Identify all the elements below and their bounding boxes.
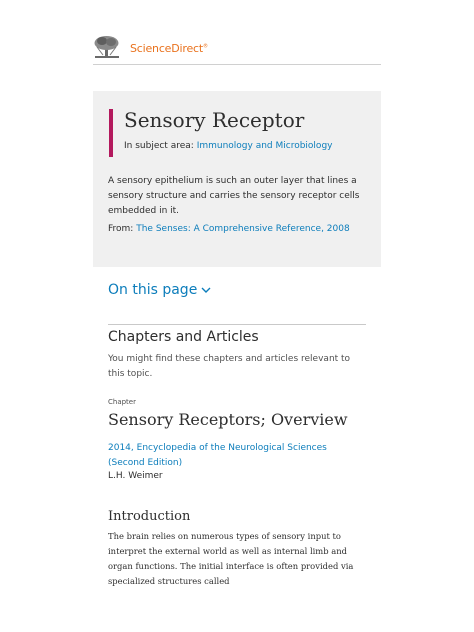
- subject-area-link[interactable]: Immunology and Microbiology: [196, 141, 333, 151]
- chapter-type-label: Chapter: [108, 398, 136, 406]
- site-header: [93, 34, 381, 65]
- topic-accent-bar: [109, 109, 113, 157]
- definition-source: [108, 224, 368, 234]
- chapters-heading: Chapters and Articles: [108, 329, 259, 345]
- brand-mark: ®: [202, 43, 208, 50]
- chapters-intro: You might find these chapters and articles relevant to this topic.: [108, 354, 351, 379]
- chapter-source-link[interactable]: 2014, Encyclopedia of the Neurological Sciences (Second Edition): [108, 443, 327, 468]
- subject-area-label: In subject area:: [124, 141, 194, 151]
- topic-definition: A sensory epithelium is such an outer layer that lines a sensory structure and carries the sensory receptor cells embedded in it.: [108, 176, 360, 216]
- definition-source-label: From:: [108, 224, 134, 234]
- brand-name: ScienceDirect: [130, 42, 203, 55]
- on-this-page-label: On this page: [108, 282, 198, 298]
- chapter-author: L.H. Weimer: [108, 471, 163, 481]
- topic-card: [93, 91, 381, 267]
- subject-area: [124, 141, 332, 151]
- sciencedirect-logo[interactable]: [130, 42, 208, 55]
- page-title: Sensory Receptor: [124, 108, 305, 132]
- elsevier-tree-icon[interactable]: [93, 35, 121, 59]
- chapter-title[interactable]: Sensory Receptors; Overview: [108, 410, 348, 429]
- introduction-heading: Introduction: [108, 509, 191, 524]
- chevron-down-icon: [201, 287, 211, 294]
- section-divider: [108, 324, 366, 325]
- introduction-text: The brain relies on numerous types of sensory input to interpret the external world as well as internal limb and organ functions. The initial interface is often provided via specialized structures called: [108, 531, 354, 586]
- on-this-page-toggle[interactable]: [108, 282, 211, 298]
- definition-source-link[interactable]: The Senses: A Comprehensive Reference, 2008: [136, 224, 350, 234]
